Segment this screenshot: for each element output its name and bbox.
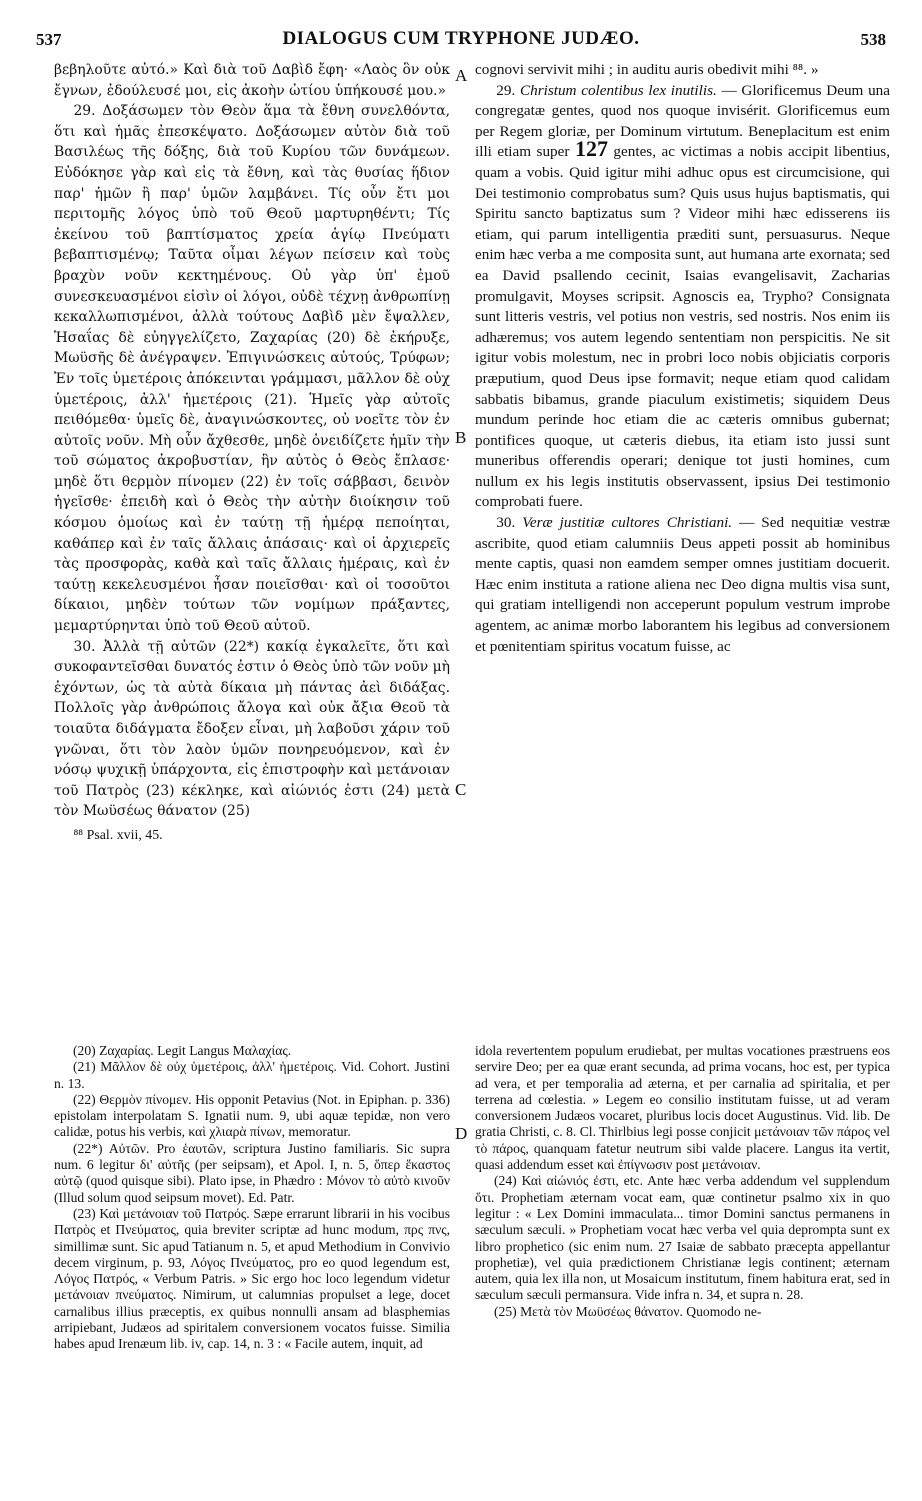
footnote: (24) Καὶ αἰώνιός ἐστι, etc. Ante hæc verba addendum vel supplendum ὅτι. Prophetiam æternam vocat eam, quæ continetur psalmo xix in quo legitur : « Lex Domini immaculata... timor Domini sanctus permanens in sæculum sæculi. » Prophetiam vocat hæc verba vel quia deprompta sunt ex libro prophetico (sic enim num. 27 Isaiæ de sabbato præcepta appellantur prophetiæ), vel quia prædictionem Christianæ legis continent; æternam autem, quia lex illa non, ut Mosaicum institutum, finem habitura erat, sed in sæculum sæculi permansura. Vide infra n. 34, et supra n. 28.	[475, 1173, 890, 1303]
section-heading: Veræ justitiæ cultores Christiani.	[522, 514, 733, 532]
latin-paragraph	[475, 513, 890, 657]
page-number-left: 537	[36, 30, 62, 49]
latin-text: — Glorificemus Deum una congregatæ gentes, quod nos quoque invisérit. Glorificemus eum per Regem gloriæ, per Dominum virtutum. Beneplacitum est enim illi etiam super	[475, 81, 891, 161]
running-title: DIALOGUS CUM TRYPHONE JUDÆO.	[282, 28, 640, 49]
section-number: 29.	[496, 81, 516, 99]
margin-folio-number: 127	[574, 136, 608, 162]
margin-marker-b: B	[455, 428, 467, 447]
greek-paragraph: 30. Ἀλλὰ τῇ αὐτῶν (22*) κακίᾳ ἐγκαλεῖτε, ὅτι καὶ συκοφαντεῖσθαι δυνατός ἐστιν ὁ Θεὸς ὑπὸ τῶν νοῦν μὴ ἐχόντων, ὡς τὰ αὐτὰ δίκαια μὴ πάντας ἀεὶ διδάξας. Πολλοῖς γὰρ ἀνθρώποις ἄλογα καὶ οὐκ ἄξια Θεοῦ τὰ τοιαῦτα διδάγματα ἔδοξεν εἶναι, μὴ λαβοῦσι χάριν τοῦ γνῶναι, ὅτι τὸν λαὸν ὑμῶν πονηρευόμενον, καὶ ἐν νόσῳ ψυχικῇ ὑπάρχοντα, εἰς ἐπιστροφὴν καὶ μετάνοιαν τοῦ Πατρὸς (23) κέκληκε, καὶ αἰώνιός ἐστι (24) μετὰ τὸν Μωϋσέως θάνατον (25)	[54, 638, 450, 820]
greek-column	[54, 60, 450, 847]
section-heading: Christum colentibus lex inutilis.	[519, 81, 717, 99]
footnote: (25) Μετὰ τὸν Μωϋσέως θάνατον. Quomodo ne-	[494, 1303, 762, 1319]
margin-marker-d: D	[455, 1124, 468, 1143]
latin-column	[475, 60, 890, 657]
section-number: 30.	[496, 514, 516, 532]
scripture-reference: ⁸⁸ Psal. xvii, 45.	[73, 827, 163, 843]
latin-paragraph	[475, 81, 890, 513]
greek-paragraph: βεβηλοῦτε αὐτό.» Καὶ διὰ τοῦ Δαβὶδ ἔφη· «Λαὸς ὃν οὐκ ἔγνων, ἐδούλευσέ μοι, εἰς ἀκοὴν ὠτίου ὑπήκουσέ μου.»	[54, 62, 450, 99]
page-number-right: 538	[860, 30, 886, 49]
footnote: (22) Θερμὸν πίνομεν. His opponit Petavius (Not. in Epiphan. p. 336) epistolam interpolatam S. Ignatii num. 9, ubi aquæ tepidæ, non vero calidæ, potus his verbis, καὶ χλιαρὰ πίνων, memoratur.	[54, 1091, 450, 1140]
footnote: (21) Μᾶλλον δὲ οὐχ ὑμετέροις, ἀλλ' ἡμετέροις. Vid. Cohort. Justini n. 13.	[54, 1059, 450, 1091]
latin-text: — Sed nequitiæ vestræ ascribite, quod etiam calumniis Deus appeti possit ab hominibus mente captis, quasi non eamdem semper omnes justitiam docuerit. Hæc enim instituta a ratione aliena nec Deo digna multis visa sunt, qui gratiam intelligendi non acceperunt populum vestrum improbe agentem, ac animæ morbo laborantem his legibus ad conversionem et pœnitentiam spiritus vocatum fuisse, ac	[475, 514, 891, 655]
margin-marker-c: C	[455, 780, 467, 799]
footnotes-right	[475, 1043, 890, 1320]
footnotes-left	[54, 1043, 450, 1353]
latin-paragraph: cognovi servivit mihi ; in auditu auris obedivit mihi ⁸⁸. »	[475, 61, 819, 78]
greek-paragraph: 29. Δοξάσωμεν τὸν Θεὸν ἅμα τὰ ἔθνη συνελθόντα, ὅτι καὶ ἡμᾶς ἐπεσκέψατο. Δοξάσωμεν αὐτὸν διὰ τοῦ Βασιλέως τῆς δόξης, διὰ τοῦ Κυρίου τῶν δυνάμεων. Εὐδόκησε γὰρ καὶ εἰς τὰ ἔθνη, καὶ τὰς θυσίας ἥδιον παρ' ἡμῶν ἢ παρ' ὑμῶν λαμβάνει. Τίς οὖν ἔτι μοι περιτομῆς λόγος ὑπὸ τοῦ Θεοῦ μαρτυρηθέντι; Τίς ἐκείνου τοῦ βαπτίσματος χρεία ἁγίῳ Πνεύματι βεβαπτισμένῳ; Ταῦτα οἶμαι λέγων πείσειν καὶ τοὺς βραχὺν νοῦν κεκτημένους. Οὐ γὰρ ὑπ' ἐμοῦ συνεσκευασμένοι εἰσὶν οἱ λόγοι, οὐδὲ τέχνῃ ἀνθρωπίνῃ κεκαλλωπισμένοι, ἀλλὰ τούτους Δαβὶδ μὲν ἔψαλλεν, Ἡσαΐας δὲ εὐηγγελίζετο, Ζαχαρίας (20) δὲ ἐκήρυξε, Μωϋσῆς δὲ ἀνέγραψεν. Ἐπιγινώσκεις αὐτούς, Τρύφων; Ἐν τοῖς ὑμετέροις ἀπόκεινται γράμμασι, μᾶλλον δὲ οὐχ ὑμετέροις, ἀλλ' ἡμετέροις (21). Ἡμεῖς γὰρ αὐτοῖς πειθόμεθα· ὑμεῖς δὲ, ἀναγινώσκοντες, οὐ νοεῖτε τὸν ἐν αὐτοῖς νοῦν. Μὴ οὖν ἄχθεσθε, μηδὲ ὀνειδίζετε ἡμῖν τὴν τοῦ σώματος ἀκροβυστίαν, ἣν αὐτὸς ὁ Θεὸς ἔπλασε· μηδὲ ὅτι θερμὸν πίνομεν (22) ἐν τοῖς σάββασι, δεινὸν ἡγεῖσθε· ἐπειδὴ καὶ ὁ Θεὸς τὴν αὐτὴν διοίκησιν τοῦ κόσμου ὁμοίως καὶ ἐν ταύτῃ τῇ ἡμέρᾳ πεποίηται, καθάπερ καὶ ἐν ταῖς ἄλλαις ἁπάσαις· καὶ οἱ ἀρχιερεῖς τὰς προσφορὰς, καθὰ καὶ ταῖς ἄλλαις ἡμέραις, καὶ ἐν ταύτῃ κεκελευσμένοι ἦσαν ποιεῖσθαι· καὶ οἱ τοσοῦτοι δίκαιοι, μηδὲν τούτων τῶν νομίμων πράξαντες, μεμαρτύρηνται ὑπὸ τοῦ Θεοῦ αὐτοῦ.	[54, 103, 450, 635]
footnote: (22*) Αὐτῶν. Pro ἑαυτῶν, scriptura Justino familiaris. Sic supra num. 6 legitur δι' αὐτῆς (per seipsam), et Apol. I, n. 5, ὅπερ ἕκαστος αὐτῷ (quod quisque sibi). Plato ipse, in Phædro : Μόνον τὸ αὐτὸ κινοῦν (Illud solum quod seipsum movet). Ed. Patr.	[54, 1140, 450, 1205]
footnote: (20) Ζαχαρίας. Legit Langus Μαλαχίας.	[73, 1043, 292, 1058]
footnote-continuation: idola revertentem populum erudiebat, per multas vocationes præstruens eos servire Deo; per ea quæ erant secunda, ad prima vocans, hoc est, per typica ad vera, et per temporalia ad æterna, et per carnalia ad spiritalia, et per terrena ad cœlestia. » Legem eo consilio institutam fuisse, ut ad veram conversionem Judæos vocaret, pluribus locis docet Augustinus. Vid. lib. De gratia Christi, c. 8. Cl. Thirlbius legi posse conjicit μετάνοιαν τῶν πάρος vel τὸ πάρος, quanquam fatetur neutrum sibi valde placere. Langus ita vertit, quasi addendum esset καὶ ἐπίγνωσιν post μετάνοιαν.	[475, 1043, 890, 1173]
page-header	[36, 26, 886, 56]
margin-marker-a: A	[455, 66, 468, 85]
latin-text: gentes, ac victimas a nobis accipit libentius, quam a vobis. Quid igitur mihi adhuc opus est circumcisione, qui Dei testimonio comprobatus sum? Quis usus hujus baptismatis, qui Spiritu sancto baptizatus sum ? Videor mihi hæc edisserens iis etiam, qui parum intelligentia præditi sunt, persuasurus. Neque enim hæc verba a me composita sunt, aut humana arte exornata; sed ea David psallendo cecinit, Isaias evangelisavit, Zacharias promulgavit, Moyses scripsit. Agnoscis ea, Trypho? Consignata sunt litteris vestris, vel potius non vestris, sed nostris. Nos enim iis adhæremus; vos autem legendo sententiam non perspicitis. Ne sit igitur vobis molestum, nec in probri loco nobis objiciatis corporis præputium, quod Deus ipse formavit; neque etiam quod calidam sabbatis bibamus, grande piaculum existimetis; siquidem Deus mundum perinde hoc etiam die ac cæteris omnibus gubernat; pontifices quoque, ut cæteris diebus, ita etiam isto jussi sunt muneribus offerendis operari; denique tot justi homines, cum nullum ex his legis institutis observassent, ipsius Dei testimonio comprobati fuere.	[475, 143, 891, 511]
footnote: (23) Καὶ μετάνοιαν τοῦ Πατρός. Sæpe errarunt librarii in his vocibus Πατρὸς et Πνεύματος, quia breviter scriptæ ad hunc modum, πρς πνς, simillimæ sunt. Sic apud Tatianum n. 5, et apud Methodium in Convivio decem virginum, p. 93, Λόγος Πνεύματος, pro eo quod legendum est, Λόγος Πατρός, « Verbum Patris. » Sic ergo hoc loco legendum videtur μετάνοιαν πνεύματος. Nimirum, ut calumnias propulset a lege, docet carnalibus illius præceptis, ex quibus nonnulli ansam ad blasphemias arripiebant, Judæos ad spiritalem conversionem vocatos fuisse. Similia habes apud Irenæum lib. iv, cap. 14, n. 3 : « Facile autem, inquit, ad	[54, 1205, 450, 1352]
